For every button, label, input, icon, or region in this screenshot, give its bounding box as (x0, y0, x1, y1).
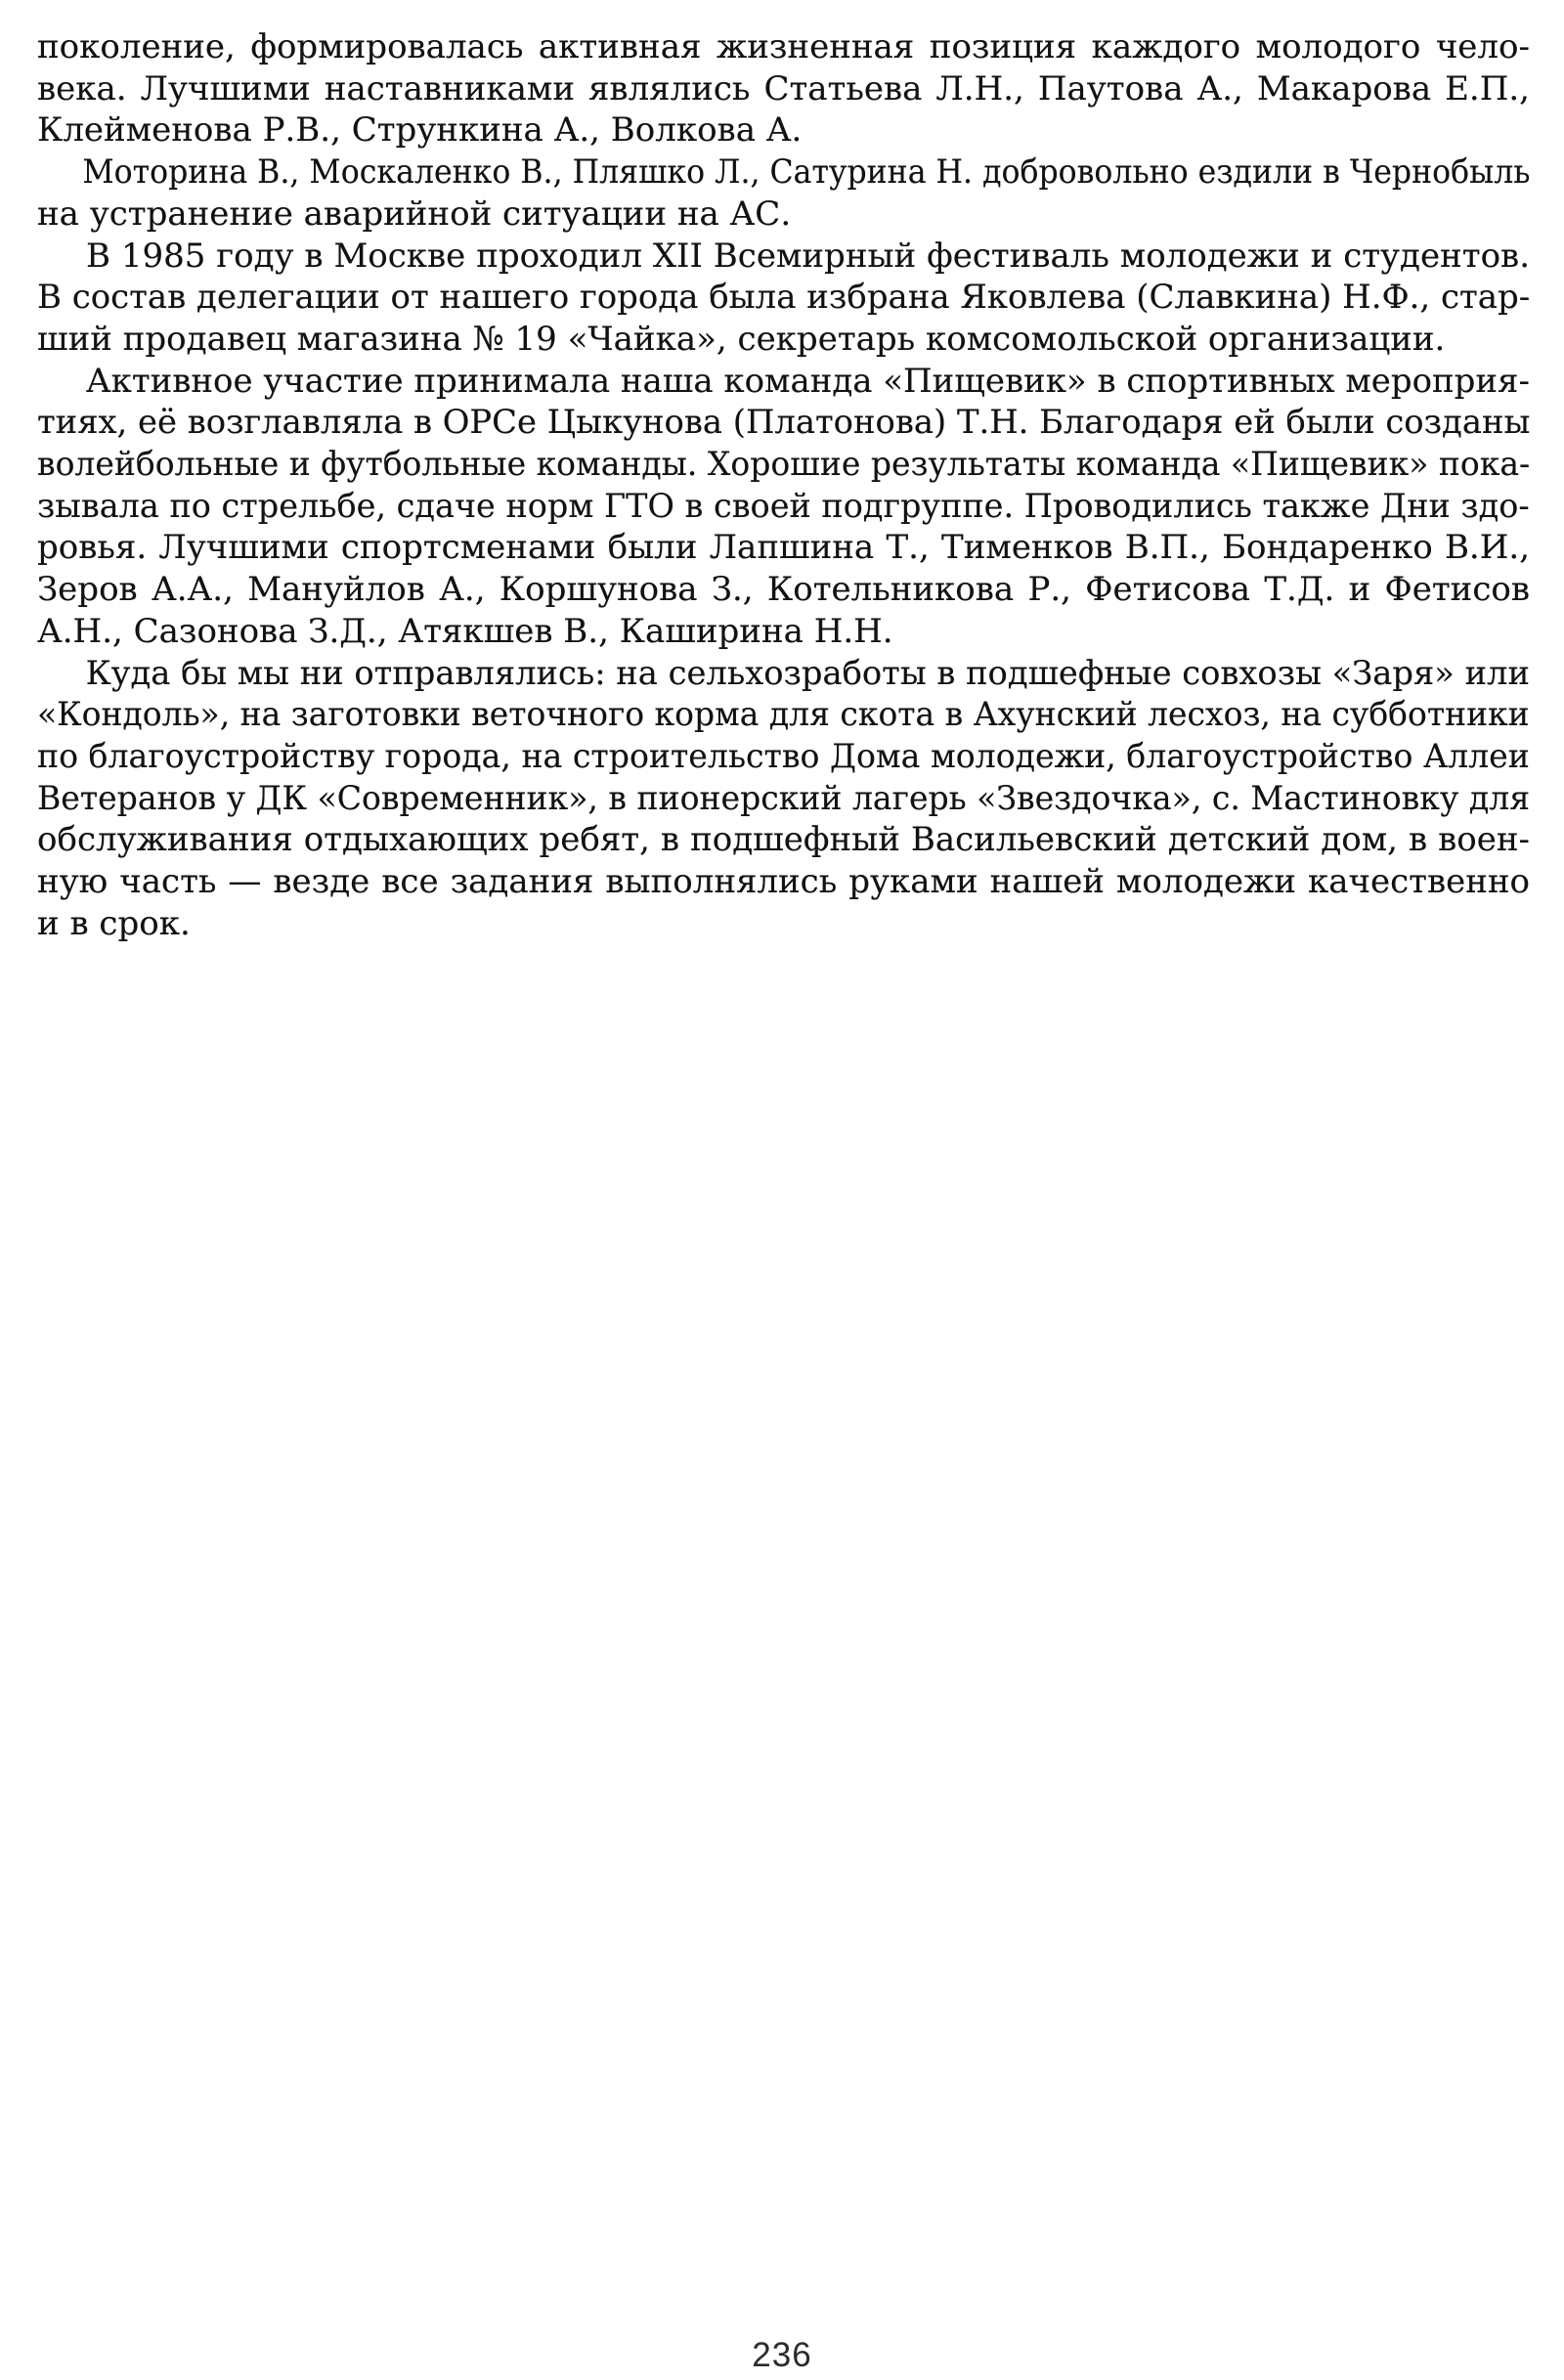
text-line: обслуживания отдыхающих ребят, в подшефный Васильевский детский дом, в воен- (37, 820, 1530, 860)
text-line: Активное участие принимала наша команда «Пищевик» в спортивных мероприя- (85, 361, 1530, 401)
text-line: по благоустройству города, на строительство Дома молодежи, благоустройство Аллеи (37, 736, 1530, 776)
text-line: волейбольные и футбольные команды. Хорошие результаты команда «Пищевик» пока- (37, 445, 1531, 485)
text-line: века. Лучшими наставниками являлись Статьева Л.Н., Паутова А., Макарова Е.П., (37, 68, 1530, 108)
text-line: В состав делегации от нашего города была избрана Яковлева (Славкина) Н.Ф., стар- (37, 278, 1531, 318)
paragraph (37, 653, 1530, 945)
text-line: В 1985 году в Москве проходил XII Всемирный фестиваль молодежи и студентов. (86, 236, 1530, 276)
text-line: на устранение аварийной ситуации на АС. (37, 194, 792, 234)
page-text-block (37, 26, 1530, 944)
text-line: Куда бы мы ни отправлялись: на сельхозработы в подшефные совхозы «Заря» или (85, 653, 1530, 693)
text-line: тиях, её возглавляла в ОРСе Цыкунова (Платонова) Т.Н. Благодаря ей были созданы (37, 403, 1531, 443)
page-number: 236 (752, 2336, 812, 2374)
text-line: «Кондоль», на заготовки веточного корма для скота в Ахунский лесхоз, на субботники (37, 695, 1530, 735)
text-line: Клейменова Р.В., Стрункина А., Волкова А. (37, 110, 803, 151)
text-line: Ветеранов у ДК «Современник», в пионерский лагерь «Звездочка», с. Мастиновку для (37, 778, 1531, 818)
text-line: ную часть — везде все задания выполнялись руками нашей молодежи качественно (37, 862, 1530, 902)
text-line: ший продавец магазина № 19 «Чайка», секретарь комсомольской организации. (37, 319, 1446, 359)
paragraph (37, 236, 1530, 361)
text-line: зывала по стрельбе, сдаче норм ГТО в своей подгруппе. Проводились также Дни здо- (37, 486, 1530, 526)
text-line: Зеров А.А., Мануйлов А., Коршунова З., Котельникова Р., Фетисова Т.Д. и Фетисов (37, 570, 1530, 610)
text-line: ровья. Лучшими спортсменами были Лапшина Т., Тименков В.П., Бондаренко В.И., (37, 528, 1530, 568)
paragraph (37, 26, 1530, 151)
text-line: А.Н., Сазонова З.Д., Атякшев В., Каширина Н.Н. (37, 611, 893, 651)
text-line: Моторина В., Москаленко В., Пляшко Л., Сатурина Н. добровольно ездили в Чернобыль (82, 152, 1531, 193)
text-line: и в срок. (37, 903, 191, 943)
text-line: поколение, формировалась активная жизненная позиция каждого молодого чело- (37, 27, 1530, 66)
paragraph (37, 151, 1530, 235)
paragraph (37, 361, 1530, 653)
